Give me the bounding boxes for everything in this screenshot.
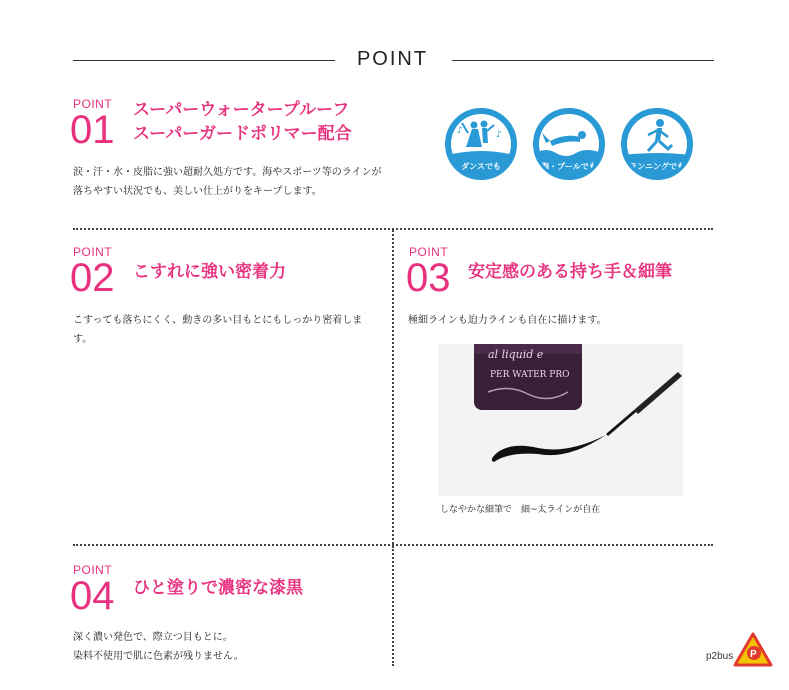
svg-text:♪: ♪ bbox=[457, 126, 463, 136]
p2bus-logo-icon bbox=[733, 632, 773, 668]
point-04-text-line-2: 染料不使用で肌に色素が残りません。 bbox=[73, 651, 244, 662]
point-03-text: 極細ラインも迫力ラインも自在に描けます。 bbox=[408, 315, 607, 326]
bottle-text-top: al liquid e bbox=[488, 348, 544, 361]
point-02-text bbox=[73, 311, 383, 349]
point-03-number: 03 bbox=[406, 256, 451, 300]
svg-text:♪: ♪ bbox=[496, 130, 502, 140]
point-04-heading: ひと塗りで濃密な漆黒 bbox=[133, 578, 303, 598]
point-02-text-line-1: こすっても落ちにくく、動きの多い目もとにもしっかり密着しま bbox=[73, 315, 363, 326]
badge-dance-label: ダンスでも bbox=[461, 162, 501, 171]
divider-column-2 bbox=[392, 546, 394, 666]
point-02-number: 02 bbox=[70, 256, 115, 300]
point-04-text-line-1: 深く濃い発色で、際立つ目もとに。 bbox=[73, 632, 233, 643]
point-04-text bbox=[73, 628, 383, 666]
bottle-text-bottom: PER WATER PRO bbox=[490, 370, 570, 380]
badge-running bbox=[621, 108, 693, 180]
badge-swim-label: 海・プールでも bbox=[541, 162, 597, 171]
header-rule-right bbox=[452, 60, 714, 61]
product-photo bbox=[438, 344, 683, 496]
point-02-label: POINT bbox=[73, 245, 113, 259]
watermark-text: p2bus bbox=[706, 651, 734, 662]
section-title: POINT bbox=[356, 48, 429, 70]
point-01-heading bbox=[133, 98, 352, 146]
point-04-number: 04 bbox=[70, 574, 115, 618]
point-01-text-line-2: 落ちやすい状況でも、美しい仕上がりをキープします。 bbox=[73, 186, 322, 197]
badge-dance bbox=[445, 108, 517, 180]
point-01-text bbox=[73, 163, 403, 201]
eyeliner-illustration bbox=[438, 344, 683, 496]
header-rule-left bbox=[73, 60, 335, 61]
point-02-text-line-2: す。 bbox=[73, 334, 93, 345]
badge-running-label: ランニングでも bbox=[629, 162, 685, 171]
point-03-heading: 安定感のある持ち手＆細筆 bbox=[468, 262, 672, 282]
badge-swim bbox=[533, 108, 605, 180]
point-02-heading: こすれに強い密着力 bbox=[133, 262, 286, 282]
point-01-label: POINT bbox=[73, 97, 113, 111]
point-01-number: 01 bbox=[70, 108, 115, 152]
point-03-label: POINT bbox=[409, 245, 449, 259]
logo-letter: P bbox=[750, 649, 757, 660]
photo-caption: しなやかな細筆で 細~太ラインが自在 bbox=[440, 505, 601, 515]
point-01-heading-line-2: スーパーガードポリマー配合 bbox=[133, 124, 352, 144]
point-01-text-line-1: 涙・汗・水・皮脂に強い超耐久処方です。海やスポーツ等のラインが bbox=[73, 167, 382, 178]
point-04-label: POINT bbox=[73, 563, 113, 577]
divider-column-1 bbox=[392, 230, 394, 544]
point-01-heading-line-1: スーパーウォータープルーフ bbox=[133, 100, 350, 120]
